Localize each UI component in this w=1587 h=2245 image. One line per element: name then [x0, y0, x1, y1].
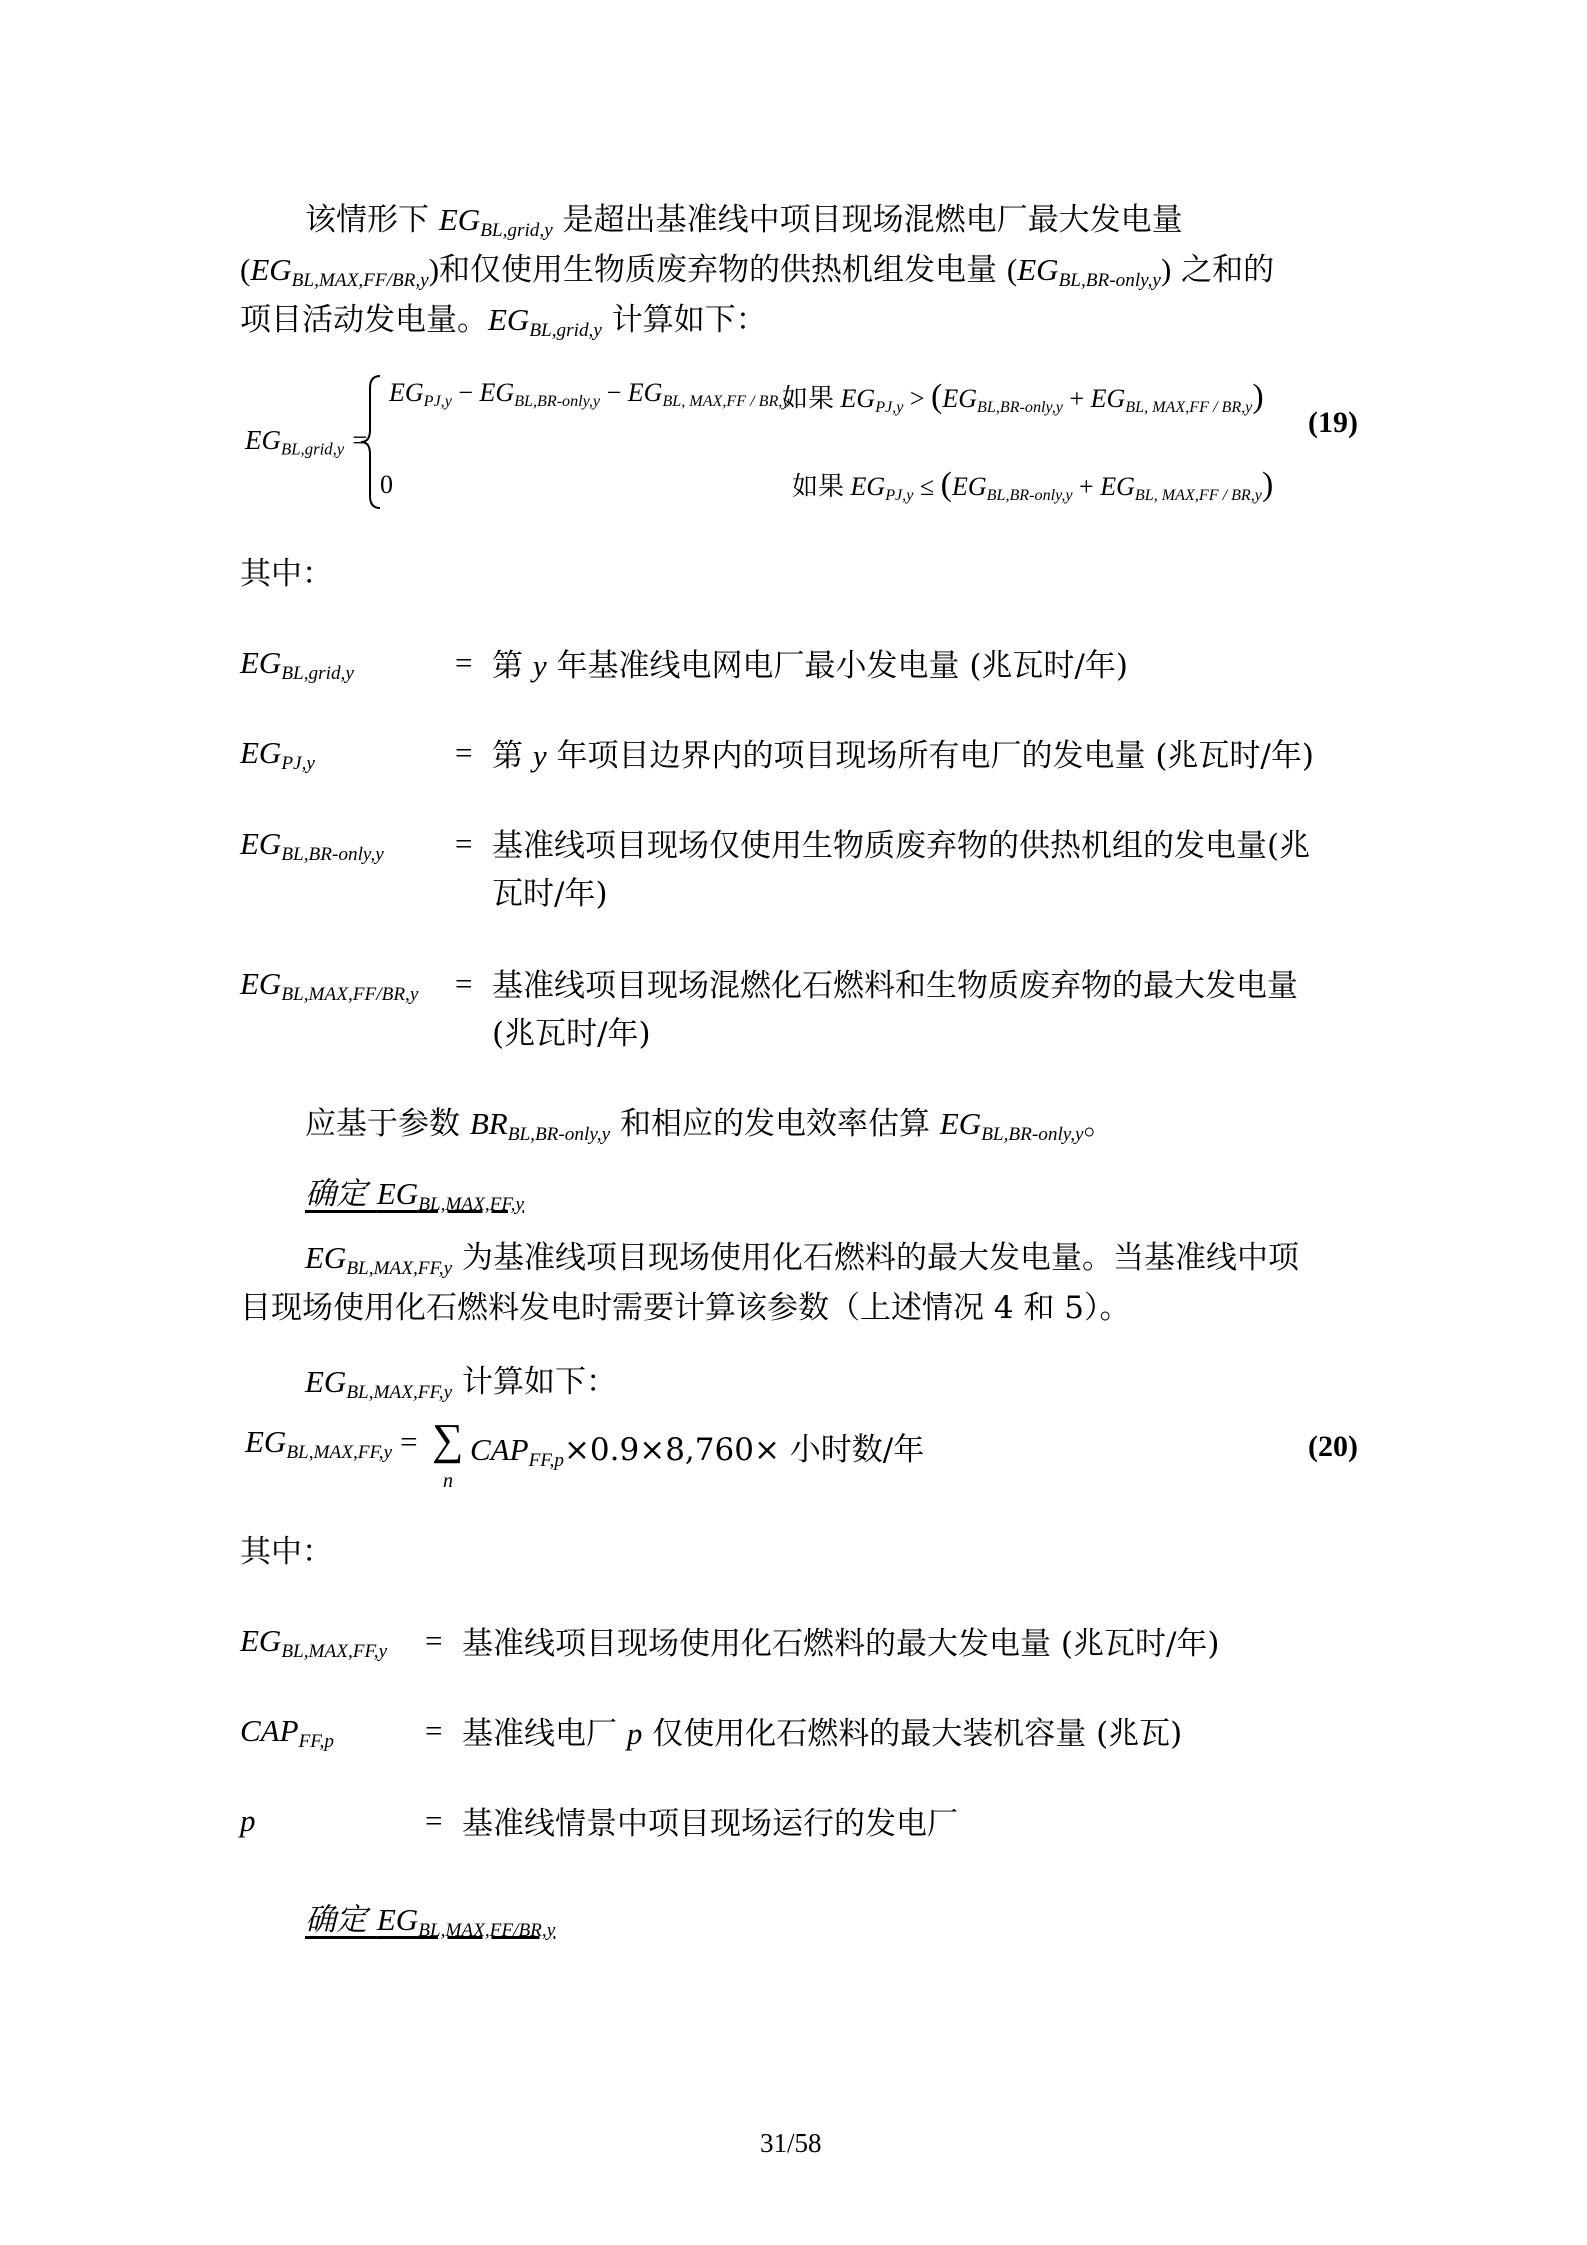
def-text-eg-bl-grid: 第 y 年基准线电网电厂最小发电量 (兆瓦时/年) — [492, 648, 1128, 684]
def-equals: = — [425, 1803, 443, 1838]
def-equals: = — [425, 1713, 443, 1748]
eq19-case1-condition: 如果 $EG_{PJ,y} > (EG_{BL,BR-only,y} + EG_{BL, MAX,FF / BR,y})$ — [782, 378, 1264, 417]
para1-line2: $(EG_{BL,MAX,FF/BR,y})$和仅使用生物质废弃物的供热机组发电量 $(EG_{BL,BR-only,y})$ 之和的 — [240, 252, 1275, 292]
def-text-eg-bl-br-only-line2: 瓦时/年) — [492, 876, 608, 912]
eq20-rhs: $CAP_{FF,p}\times 0.9\times 8,760\times$ 小时数/年 — [470, 1432, 925, 1472]
def-text-eg-bl-max-ff-br-line2: (兆瓦时/年) — [492, 1016, 651, 1052]
para4: $EG_{BL,MAX,FF,y}$ 计算如下： — [305, 1364, 617, 1404]
def-text-eg-bl-br-only-line1: 基准线项目现场仅使用生物质废弃物的供热机组的发电量(兆 — [492, 828, 1311, 864]
def-text-eg-pj: 第 y 年项目边界内的项目现场所有电厂的发电量 (兆瓦时/年) — [492, 738, 1314, 774]
eq20-lhs: $EG_{BL,MAX,FF,y}$ = — [245, 1424, 418, 1464]
def-text-p: 基准线情景中项目现场运行的发电厂 — [462, 1806, 958, 1842]
subheading-determine-eg-bl-max-ff-br: 确定 $EG_{BL,MAX,FF/BR,y}$ — [305, 1902, 556, 1942]
def-term-eg-pj: $EG_{PJ,y}$ — [240, 735, 315, 775]
para3-line1: $EG_{BL,MAX,FF,y}$ 为基准线项目现场使用化石燃料的最大发电量。当基准线中项 — [305, 1240, 1299, 1280]
def-text-eg-bl-max-ff-br-line1: 基准线项目现场混燃化石燃料和生物质废弃物的最大发电量 — [492, 968, 1298, 1004]
def-equals: = — [425, 1623, 443, 1658]
def-equals: = — [455, 826, 473, 861]
def-text-eg-bl-max-ff: 基准线项目现场使用化石燃料的最大发电量 (兆瓦时/年) — [462, 1626, 1220, 1662]
eq20-sum-index: n — [443, 1470, 453, 1492]
para1-line1: 该情形下 $EG_{BL,grid,y}$ 是超出基准线中项目现场混燃电厂最大发电量 — [305, 202, 1183, 242]
def-term-p: p — [240, 1803, 256, 1838]
page-number: 31/58 — [760, 2128, 822, 2158]
para1-line3: 项目活动发电量。$EG_{BL,grid,y}$ 计算如下： — [240, 302, 767, 342]
def-term-eg-bl-br-only: $EG_{BL,BR-only,y}$ — [240, 826, 384, 866]
eq20-number: (20) — [1308, 1430, 1358, 1463]
eq19-case2-value: 0 — [380, 470, 393, 499]
def-term-eg-bl-grid: $EG_{BL,grid,y}$ — [240, 645, 354, 685]
def-term-eg-bl-max-ff: $EG_{BL,MAX,FF,y}$ — [240, 1623, 388, 1663]
eq19-case2-condition: 如果 $EG_{PJ,y} \le (EG_{BL,BR-only,y} + EG_{BL, MAX,FF / BR,y})$ — [792, 466, 1274, 505]
def-equals: = — [455, 645, 473, 680]
def-equals: = — [455, 966, 473, 1001]
subheading-determine-eg-bl-max-ff: 确定 $EG_{BL,MAX,FF,y}$ — [305, 1176, 524, 1216]
eq19-lhs: $EG_{BL,grid,y}$ = — [245, 425, 368, 459]
def-text-cap-ff-p: 基准线电厂 p 仅使用化石燃料的最大装机容量 (兆瓦) — [462, 1716, 1183, 1752]
para3-line2: 目现场使用化石燃料发电时需要计算该参数（上述情况 4 和 5）。 — [240, 1290, 1131, 1326]
def-equals: = — [455, 735, 473, 770]
where-label-1: 其中： — [240, 556, 333, 592]
where-label-2: 其中： — [240, 1534, 333, 1570]
def-term-cap-ff-p: $CAP_{FF,p}$ — [240, 1713, 334, 1753]
def-term-eg-bl-max-ff-br: $EG_{BL,MAX,FF/BR,y}$ — [240, 966, 419, 1006]
eq19-number: (19) — [1308, 406, 1358, 439]
para2: 应基于参数 $BR_{BL,BR-only,y}$ 和相应的发电效率估算 $EG_{BL,BR-only,y}$。 — [305, 1106, 1115, 1146]
eq20-sum-sign: ∑ — [432, 1415, 464, 1464]
eq19-case1: $EG_{PJ,y} - EG_{BL,BR-only,y} - EG_{BL, MAX,FF / BR,y}$ — [389, 378, 790, 411]
